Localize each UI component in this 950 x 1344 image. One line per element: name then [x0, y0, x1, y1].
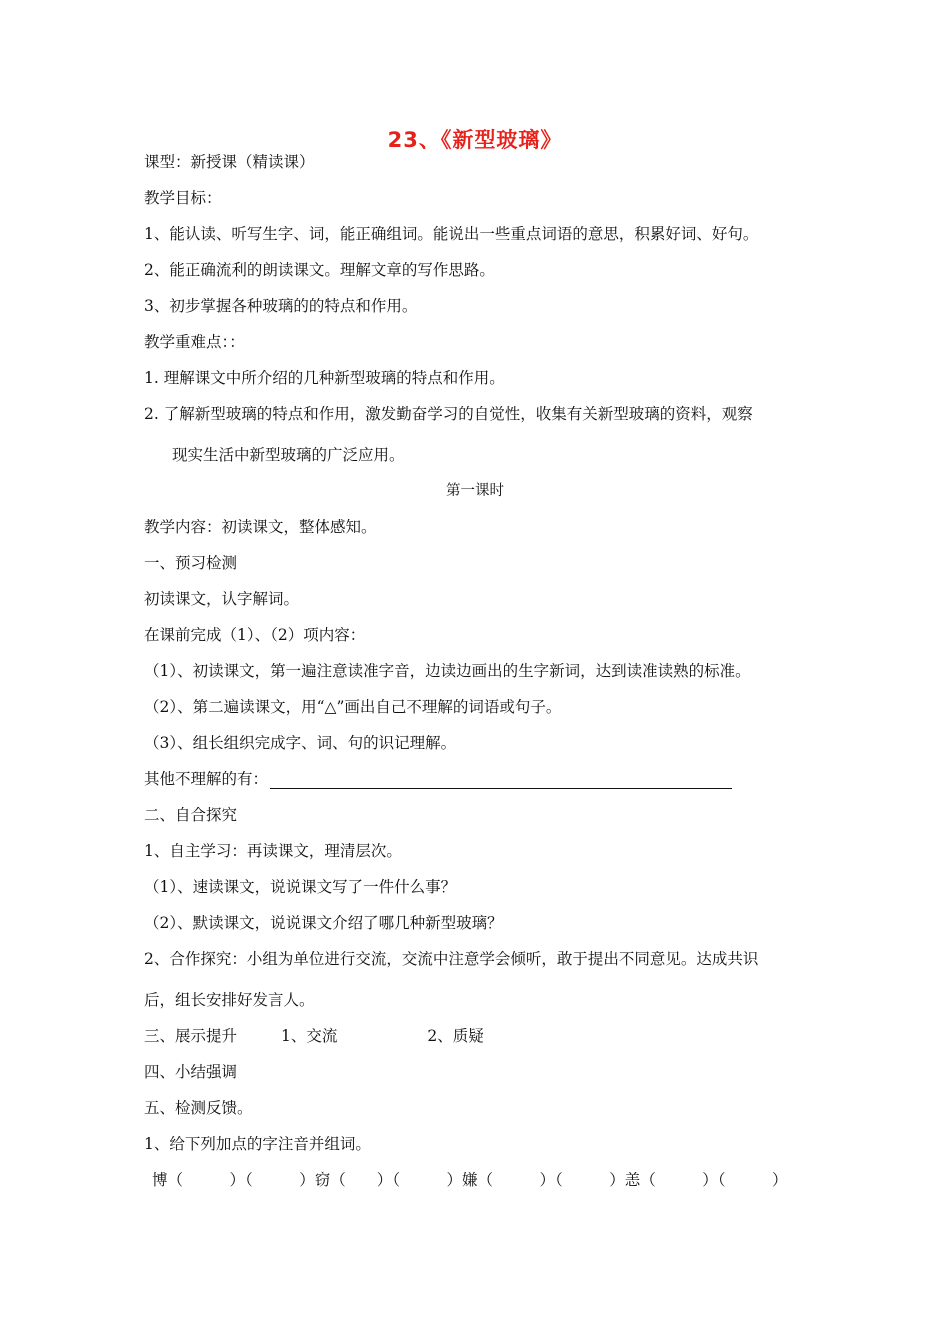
- question-2: （2）、默读课文，说说课文介绍了哪几种新型玻璃？: [144, 914, 503, 932]
- other-questions-label: 其他不理解的有：: [144, 770, 269, 788]
- part-3-item-2: 2、质疑: [427, 1027, 484, 1045]
- exercise-1: 1、给下列加点的字注音并组词。: [144, 1135, 371, 1153]
- part-1-heading: 一、预习检测: [144, 554, 238, 572]
- cooperative-study: 2、合作探究：小组为单位进行交流，交流中注意学会倾听，敢于提出不同意见。达成共识: [144, 950, 759, 968]
- part-1-text: 初读课文，认字解词。: [144, 590, 300, 608]
- part-4-heading: 四、小结强调: [144, 1063, 238, 1081]
- key-points-heading: 教学重难点：：: [144, 333, 245, 351]
- part-2-heading: 二、自合探究: [144, 806, 238, 824]
- goals-heading: 教学目标：: [144, 189, 222, 207]
- answer-blank-line[interactable]: [270, 772, 732, 789]
- task-2: （2）、第二遍读课文，用“△”画出自己不理解的词语或句子。: [144, 698, 562, 716]
- self-study: 1、自主学习：再读课文，理清层次。: [144, 842, 402, 860]
- teaching-content: 教学内容：初读课文，整体感知。: [144, 518, 377, 536]
- section-heading: 第一课时: [446, 483, 504, 499]
- question-1: （1）、速读课文，说说课文写了一件什么事？: [144, 878, 457, 896]
- key-point-1: 1. 理解课文中所介绍的几种新型玻璃的特点和作用。: [144, 369, 505, 387]
- other-questions-row: [144, 769, 732, 789]
- part-3-heading: 三、展示提升: [144, 1027, 238, 1045]
- task-1: （1）、初读课文，第一遍注意读准字音，边读边画出的生字新词，达到读准读熟的标准。: [144, 662, 751, 680]
- goal-2: 2、能正确流利的朗读课文。理解文章的写作思路。: [144, 261, 495, 279]
- task-3: （3）、组长组织完成字、词、句的识记理解。: [144, 734, 457, 752]
- document-title: 23、《新型玻璃》: [387, 128, 563, 152]
- key-point-2-cont: 现实生活中新型玻璃的广泛应用。: [172, 446, 405, 464]
- part-3-row: [144, 1026, 484, 1046]
- lesson-type: 课型：新授课（精读课）: [144, 153, 315, 171]
- preclass-tasks: 在课前完成（1）、（2）项内容：: [144, 626, 366, 644]
- goal-3: 3、初步掌握各种玻璃的的特点和作用。: [144, 297, 418, 315]
- cooperative-study-cont: 后，组长安排好发言人。: [144, 991, 315, 1009]
- part-3-item-1: 1、交流: [281, 1027, 338, 1045]
- key-point-2: 2. 了解新型玻璃的特点和作用，激发勤奋学习的自觉性，收集有关新型玻璃的资料，观察: [144, 405, 753, 423]
- goal-1: 1、能认读、听写生字、词，能正确组词。能说出一些重点词语的意思，积累好词、好句。: [144, 225, 759, 243]
- pinyin-exercise-row[interactable]: 博（ ）（ ）窃（ ）（ ）嫌（ ）（ ）恙（ ）（ ）: [152, 1171, 788, 1189]
- part-5-heading: 五、检测反馈。: [144, 1099, 253, 1117]
